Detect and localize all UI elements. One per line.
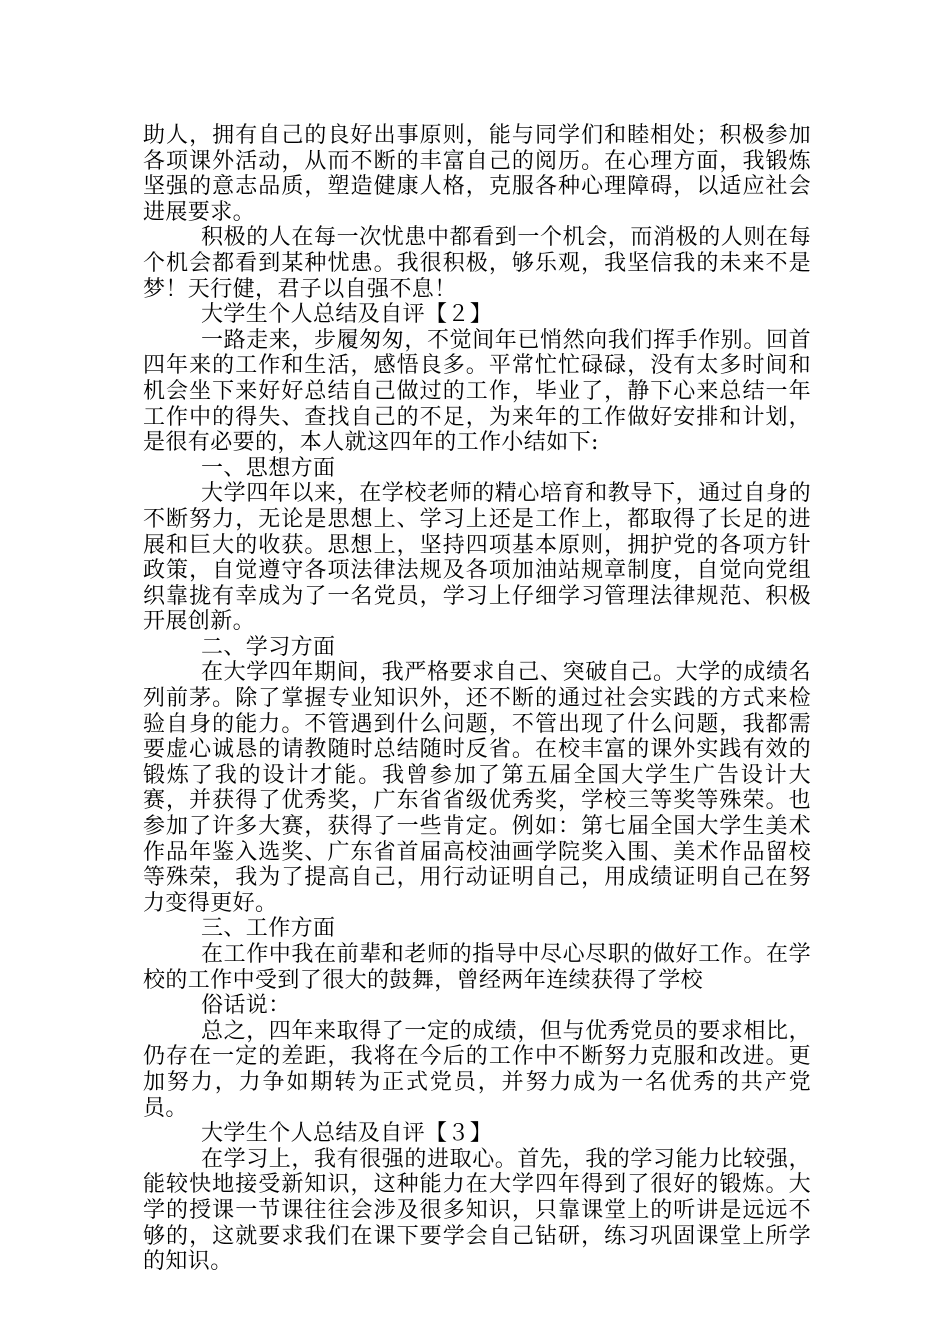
paragraph-continuation: 助人，拥有自己的良好出事原则，能与同学们和睦相处；积极参加各项课外活动，从而不断的丰富自己的阅历。在心理方面，我锻炼坚强的意志品质，塑造健康人格，克服各种心理障碍，以适应社会进展要求。 (143, 123, 811, 225)
subheading-study: 二、学习方面 (201, 634, 336, 660)
paragraph-learning: 在学习上，我有很强的进取心。首先，我的学习能力比较强，能较快地接受新知识，这种能力在大学四年得到了很好的锻炼。大学的授课一节课往往会涉及很多知识，只靠课堂上的听讲是远远不够的，这就要求我们在课下要学会自己钻研，练习巩固课堂上所学的知识。 (143, 1146, 811, 1275)
paragraph-study: 在大学四年期间，我严格要求自己、突破自己。大学的成绩名列前茅。除了掌握专业知识外，还不断的通过社会实践的方式来检验自身的能力。不管遇到什么问题，不管出现了什么问题，我都需要虚心诚恳的请教随时总结随时反省。在校丰富的课外实践有效的锻炼了我的设计才能。我曾参加了第五届全国大学生广告设计大赛，并获得了优秀奖，广东省省级优秀奖，学校三等奖等殊荣。也参加了许多大赛，获得了一些肯定。例如：第七届全国大学生美术作品年鉴入选奖、广东省首届高校油画学院奖入围、美术作品留校等殊荣，我为了提高自己，用行动证明自己，用成绩证明自己在努力变得更好。 (143, 660, 811, 916)
paragraph-work: 在工作中我在前辈和老师的指导中尽心尽职的做好工作。在学校的工作中受到了很大的鼓舞，曾经两年连续获得了学校 (143, 942, 811, 993)
paragraph-thought: 大学四年以来，在学校老师的精心培育和教导下，通过自身的不断努力，无论是思想上、学习上还是工作上，都取得了长足的进展和巨大的收获。思想上，坚持四项基本原则，拥护党的各项方针政策，自觉遵守各项法律法规及各项加油站规章制度，自觉向党组织靠拢有幸成为了一名党员，学习上仔细学习管理法律规范、积极开展创新。 (143, 481, 811, 635)
document-body (143, 123, 811, 1275)
paragraph-saying: 俗话说： (201, 993, 291, 1019)
paragraph-intro: 一路走来，步履匆匆，不觉间年已悄然向我们挥手作别。回首四年来的工作和生活，感悟良多。平常忙忙碌碌，没有太多时间和机会坐下来好好总结自己做过的工作，毕业了，静下心来总结一年工作中的得失、查找自己的不足，为来年的工作做好安排和计划，是很有必要的，本人就这四年的工作小结如下: (143, 327, 811, 456)
subheading-work: 三、工作方面 (201, 916, 336, 942)
section-heading-2: 大学生个人总结及自评【２】 (201, 302, 493, 328)
subheading-thought: 一、思想方面 (201, 455, 336, 481)
paragraph-conclusion: 总之，四年来取得了一定的成绩，但与优秀党员的要求相比，仍存在一定的差距，我将在今后的工作中不断努力克服和改进。更加努力，力争如期转为正式党员，并努力成为一名优秀的共产党员。 (143, 1018, 811, 1121)
section-heading-3: 大学生个人总结及自评【３】 (201, 1121, 493, 1147)
paragraph-optimism: 积极的人在每一次忧患中都看到一个机会，而消极的人则在每个机会都看到某种忧患。我很积极，够乐观，我坚信我的未来不是梦！天行健，君子以自强不息！ (143, 225, 811, 302)
